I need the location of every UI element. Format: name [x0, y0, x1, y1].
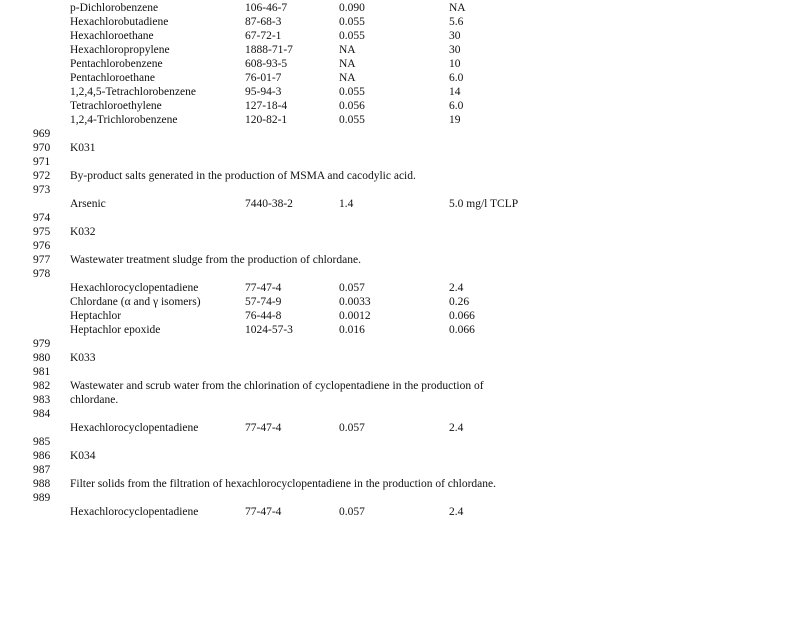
table-row: [0, 100, 800, 114]
wastewater-standard: 0.016: [339, 324, 365, 336]
cas-number: 127-18-4: [245, 100, 288, 112]
nonwastewater-standard: 6.0: [449, 72, 464, 84]
nonwastewater-standard: 19: [449, 114, 461, 126]
table-row: [0, 16, 800, 30]
wastewater-standard: 0.057: [339, 506, 365, 518]
document-line: [0, 184, 800, 198]
nonwastewater-standard: 0.26: [449, 296, 470, 308]
document-line: [0, 212, 800, 226]
wastewater-standard: NA: [339, 72, 356, 84]
table-row: [0, 198, 800, 212]
cas-number: 57-74-9: [245, 296, 282, 308]
document-line: [0, 338, 800, 352]
constituent-name: Hexachloroethane: [70, 30, 154, 42]
nonwastewater-standard: 0.066: [449, 310, 475, 322]
line-number: 975: [33, 226, 51, 238]
line-number: 978: [33, 268, 51, 280]
wastewater-standard: 0.055: [339, 86, 365, 98]
nonwastewater-standard: 14: [449, 86, 461, 98]
table-row: [0, 506, 800, 520]
document-line: [0, 478, 800, 492]
line-number: 985: [33, 436, 51, 448]
wastewater-standard: 0.0012: [339, 310, 371, 322]
table-row: [0, 44, 800, 58]
document-line: [0, 464, 800, 478]
line-number: 982: [33, 380, 51, 392]
table-row: [0, 422, 800, 436]
line-number: 988: [33, 478, 51, 490]
line-number: 986: [33, 450, 51, 462]
waste-code: K032: [70, 226, 96, 238]
line-number: 987: [33, 464, 51, 476]
constituent-name: p-Dichlorobenzene: [70, 2, 159, 14]
table-row: [0, 114, 800, 128]
waste-description: Wastewater and scrub water from the chlorination of cyclopentadiene in the production of: [70, 380, 484, 392]
line-number: 981: [33, 366, 51, 378]
wastewater-standard: 0.056: [339, 100, 365, 112]
constituent-name: Hexachlorocyclopentadiene: [70, 282, 199, 294]
document-line: [0, 254, 800, 268]
table-row: [0, 324, 800, 338]
document-line: [0, 142, 800, 156]
line-number: 972: [33, 170, 51, 182]
constituent-name: Arsenic: [70, 198, 106, 210]
wastewater-standard: NA: [339, 58, 356, 70]
document-line: [0, 450, 800, 464]
line-number: 976: [33, 240, 51, 252]
document-line: [0, 240, 800, 254]
cas-number: 77-47-4: [245, 506, 282, 518]
waste-code: K031: [70, 142, 96, 154]
wastewater-standard: 0.090: [339, 2, 365, 14]
nonwastewater-standard: 5.6: [449, 16, 464, 28]
document-line: [0, 408, 800, 422]
table-row: [0, 72, 800, 86]
cas-number: 67-72-1: [245, 30, 282, 42]
document-line: [0, 394, 800, 408]
cas-number: 120-82-1: [245, 114, 288, 126]
waste-description-continued: chlordane.: [70, 394, 119, 406]
wastewater-standard: NA: [339, 44, 356, 56]
table-row: [0, 296, 800, 310]
cas-number: 1888-71-7: [245, 44, 293, 56]
waste-description: Filter solids from the filtration of hexachlorocyclopentadiene in the production of chlordane.: [70, 478, 497, 490]
cas-number: 106-46-7: [245, 2, 288, 14]
nonwastewater-standard: NA: [449, 2, 466, 14]
line-number: 977: [33, 254, 51, 266]
waste-description: By-product salts generated in the production of MSMA and cacodylic acid.: [70, 170, 416, 182]
wastewater-standard: 0.055: [339, 16, 365, 28]
document-line: [0, 226, 800, 240]
constituent-name: 1,2,4-Trichlorobenzene: [70, 114, 178, 126]
constituent-name: Hexachlorocyclopentadiene: [70, 506, 199, 518]
nonwastewater-standard: 5.0 mg/l TCLP: [449, 198, 519, 210]
document-line: [0, 366, 800, 380]
cas-number: 76-44-8: [245, 310, 282, 322]
document-line: [0, 170, 800, 184]
line-number: 971: [33, 156, 51, 168]
line-number: 983: [33, 394, 51, 406]
constituent-name: 1,2,4,5-Tetrachlorobenzene: [70, 86, 196, 98]
wastewater-standard: 0.057: [339, 422, 365, 434]
constituent-name: Heptachlor epoxide: [70, 324, 161, 336]
document-line: [0, 128, 800, 142]
table-row: [0, 282, 800, 296]
table-row: [0, 2, 800, 16]
document-line: [0, 268, 800, 282]
document-line: [0, 352, 800, 366]
line-number: 979: [33, 338, 51, 350]
nonwastewater-standard: 2.4: [449, 506, 464, 518]
cas-number: 608-93-5: [245, 58, 288, 70]
cas-number: 1024-57-3: [245, 324, 293, 336]
table-row: [0, 86, 800, 100]
constituent-name: Heptachlor: [70, 310, 122, 322]
constituent-name: Hexachloropropylene: [70, 44, 170, 56]
document-line: [0, 492, 800, 506]
line-number: 989: [33, 492, 51, 504]
document-line: [0, 380, 800, 394]
line-number: 974: [33, 212, 51, 224]
waste-code: K034: [70, 450, 96, 462]
document-line: [0, 156, 800, 170]
line-number: 984: [33, 408, 51, 420]
cas-number: 77-47-4: [245, 422, 282, 434]
cas-number: 76-01-7: [245, 72, 282, 84]
cas-number: 95-94-3: [245, 86, 282, 98]
line-number: 970: [33, 142, 51, 154]
constituent-name: Chlordane (α and γ isomers): [70, 296, 201, 308]
nonwastewater-standard: 6.0: [449, 100, 464, 112]
cas-number: 87-68-3: [245, 16, 282, 28]
nonwastewater-standard: 0.066: [449, 324, 475, 336]
wastewater-standard: 1.4: [339, 198, 354, 210]
wastewater-standard: 0.055: [339, 114, 365, 126]
table-row: [0, 30, 800, 44]
line-number: 973: [33, 184, 51, 196]
line-number: 980: [33, 352, 51, 364]
cas-number: 77-47-4: [245, 282, 282, 294]
wastewater-standard: 0.057: [339, 282, 365, 294]
constituent-name: Hexachlorocyclopentadiene: [70, 422, 199, 434]
cas-number: 7440-38-2: [245, 198, 293, 210]
nonwastewater-standard: 2.4: [449, 422, 464, 434]
waste-code: K033: [70, 352, 96, 364]
nonwastewater-standard: 10: [449, 58, 461, 70]
constituent-name: Tetrachloroethylene: [70, 100, 162, 112]
line-number: 969: [33, 128, 51, 140]
constituent-name: Pentachloroethane: [70, 72, 155, 84]
nonwastewater-standard: 30: [449, 30, 461, 42]
waste-description: Wastewater treatment sludge from the production of chlordane.: [70, 254, 361, 266]
table-row: [0, 310, 800, 324]
nonwastewater-standard: 30: [449, 44, 461, 56]
wastewater-standard: 0.0033: [339, 296, 371, 308]
nonwastewater-standard: 2.4: [449, 282, 464, 294]
constituent-name: Pentachlorobenzene: [70, 58, 163, 70]
document-line: [0, 436, 800, 450]
wastewater-standard: 0.055: [339, 30, 365, 42]
table-row: [0, 58, 800, 72]
constituent-name: Hexachlorobutadiene: [70, 16, 169, 28]
